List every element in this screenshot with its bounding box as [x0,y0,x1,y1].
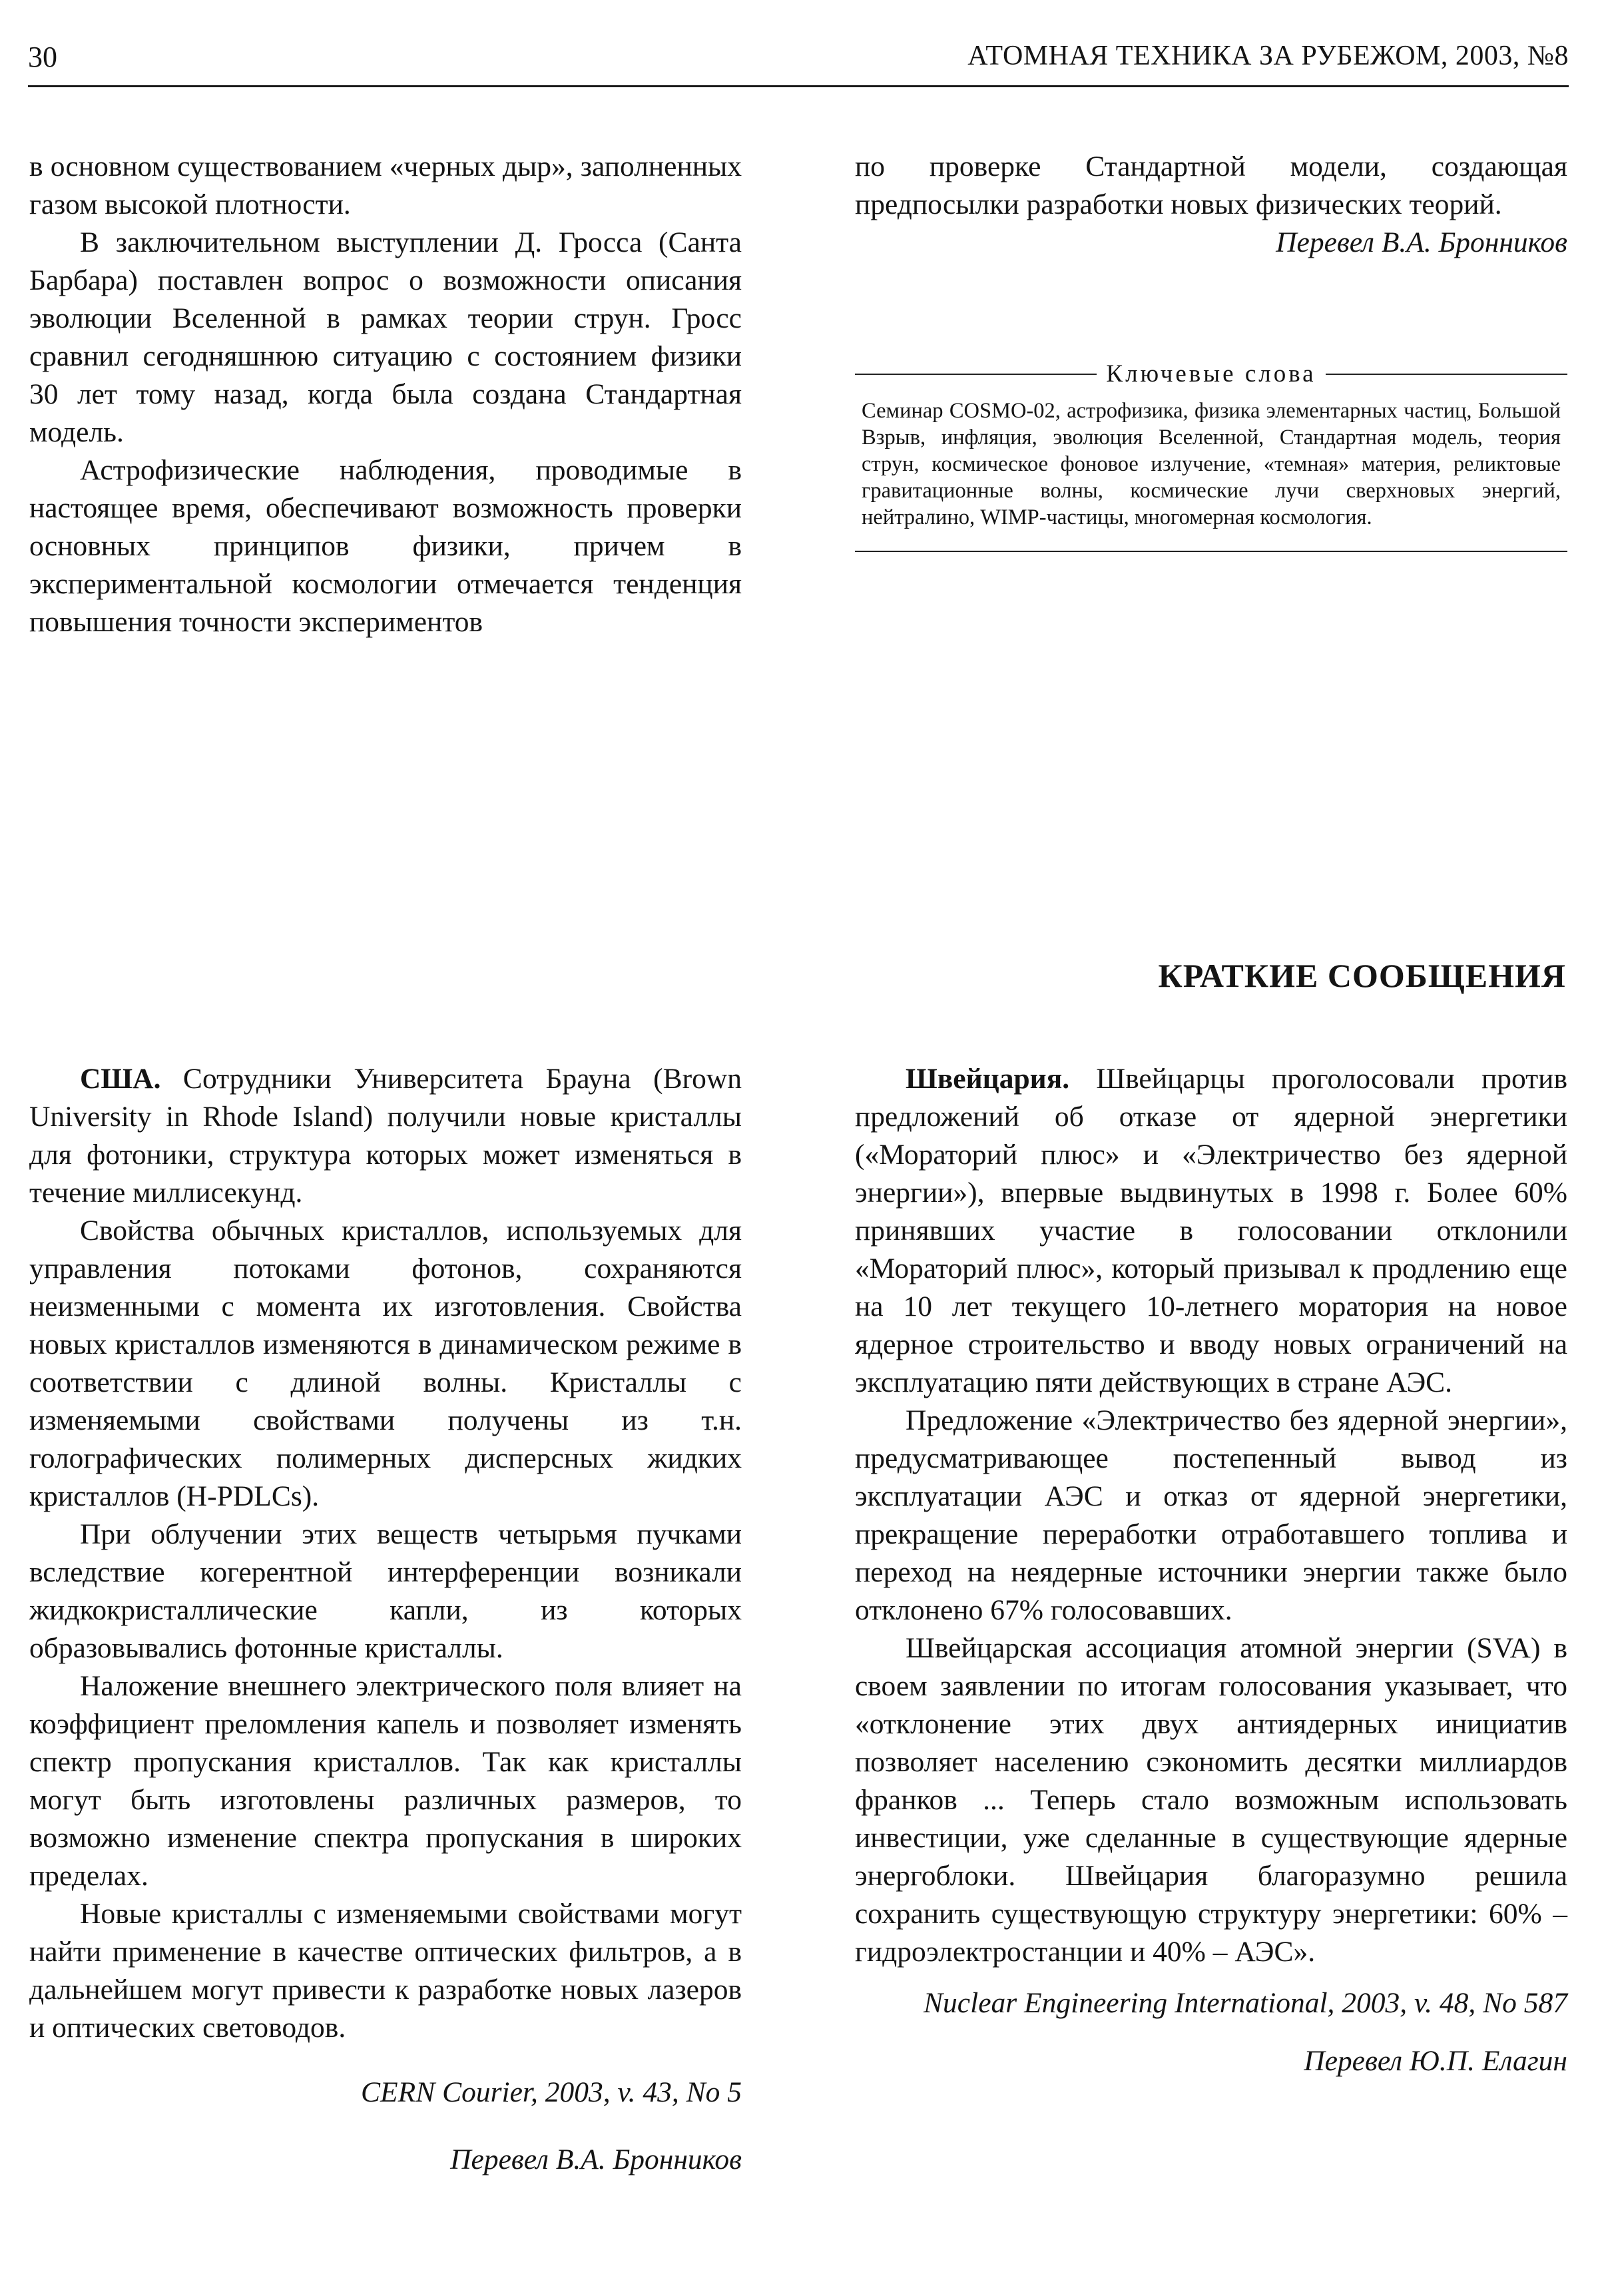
keywords-header [855,360,1567,388]
paragraph: Швейцарская ассоциация атомной энергии (SVA) в своем заявлении по итогам голосования указывает, что «отклонение этих двух антиядерных инициатив позволяет населению сэкономить десятки миллиардов франков ... Теперь стало возможным использовать инвестиции, уже сделанные в существующие ядерные энергоблоки. Швейцария благоразумно решила сохранить существующую структуру энергетики: 60% – гидроэлектростанции и 40% – АЭС». [855,1632,1567,1968]
paragraph: При облучении этих веществ четырьмя пучками вследствие когерентной интерференции возникали жидкокристаллические капли, из которых образовывались фотонные кристаллы. [29,1518,742,1664]
paragraph [855,1060,1567,1402]
header-rule [28,85,1569,87]
keywords-title: Ключевые слова [1106,360,1316,388]
paragraph [29,1060,742,1212]
translator-credit: Перевел Ю.П. Елагин [1304,2045,1567,2077]
keywords-text: Семинар COSMO-02, астрофизика, физика элементарных частиц, Большой Взрыв, инфляция, эволюция Вселенной, Стандартная модель, теория струн, космическое фоновое излучение, «темная» материя, реликтовые гравитационные волны, космические лучи сверхновых энергий, нейтралино, WIMP-частицы, многомерная космология. [862,399,1561,529]
paragraph: В заключительном выступлении Д. Гросса (Санта Барбара) поставлен вопрос о возможности описания эволюции Вселенной в рамках теории струн. Гросс сравнил сегодняшнюю ситуацию с состоянием физики 30 лет тому назад, когда была создана Стандартная модель. [29,226,742,448]
paragraph: по проверке Стандартной модели, создающая предпосылки разработки новых физических теорий. [855,150,1567,220]
page-number: 30 [28,41,57,73]
article-source: CERN Courier, 2003, v. 43, No 5 [361,2076,742,2108]
paragraph-text: Сотрудники Университета Брауна (Brown University in Rhode Island) получили новые кристаллы для фотоники, структура которых может изменяться в течение миллисекунд. [29,1063,742,1209]
article-source: Nuclear Engineering International, 2003, v. 48, No 587 [924,1987,1567,2019]
paragraph-text: Швейцарцы проголосовали против предложений об отказе от ядерной энергетики («Мораторий плюс» и «Электричество без ядерной энергии»), впервые выдвинутых в 1998 г. Более 60% принявших участие в голосовании отклонили «Мораторий плюс», который призывал к продлению еще на 10 лет текущего 10-летнего моратория на новое ядерное строительство и вводу новых ограничений на эксплуатацию пяти действующих в стране АЭС. [855,1063,1567,1398]
paragraph: в основном существованием «черных дыр», заполненных газом высокой плотности. [29,150,742,220]
article-lead: США. [80,1063,161,1095]
usa-article [29,1060,742,2179]
journal-running-title: АТОМНАЯ ТЕХНИКА ЗА РУБЕЖОМ, 2003, №8 [967,41,1569,71]
paragraph: Предложение «Электричество без ядерной энергии», предусматривающее постепенный вывод из эксплуатации АЭС и отказ от ядерной энергетики, прекращение переработки отработавшего топлива и переход на неядерные источники энергии также было отклонено 67% голосовавших. [855,1404,1567,1626]
switzerland-article [855,1060,1567,2080]
top-right-column [855,148,1567,262]
section-heading: КРАТКИЕ СООБЩЕНИЯ [1158,957,1566,994]
paragraph: Астрофизические наблюдения, проводимые в настоящее время, обеспечивают возможность проверки основных принципов физики, причем в экспериментальной космологии отмечается тенденция повышения точности экспериментов [29,454,742,638]
translator-credit: Перевел В.А. Бронников [1276,226,1567,258]
paragraph: Свойства обычных кристаллов, используемых для управления потоками фотонов, сохраняются неизменными с момента их изготовления. Свойства новых кристаллов изменяются в динамическом режиме в соответствии с длиной волны. Кристаллы с изменяемыми свойствами получены из т.н. голографических полимерных дисперсных жидких кристаллов (H-PDLCs). [29,1215,742,1512]
article-lead: Швейцария. [906,1063,1070,1095]
paragraph: Новые кристаллы с изменяемыми свойствами могут найти применение в качестве оптических фильтров, а в дальнейшем могут привести к разработке новых лазеров и оптических световодов. [29,1898,742,2044]
keywords-box [855,360,1567,552]
keywords-bottom-rule [855,551,1567,552]
translator-credit: Перевел В.А. Бронников [450,2144,742,2175]
top-left-column [29,148,742,641]
paragraph: Наложение внешнего электрического поля влияет на коэффициент преломления капель и позволяет изменять спектр пропускания кристаллов. Так как кристаллы могут быть изготовлены различных размеров, то возможно изменение спектра пропускания в широких пределах. [29,1670,742,1892]
